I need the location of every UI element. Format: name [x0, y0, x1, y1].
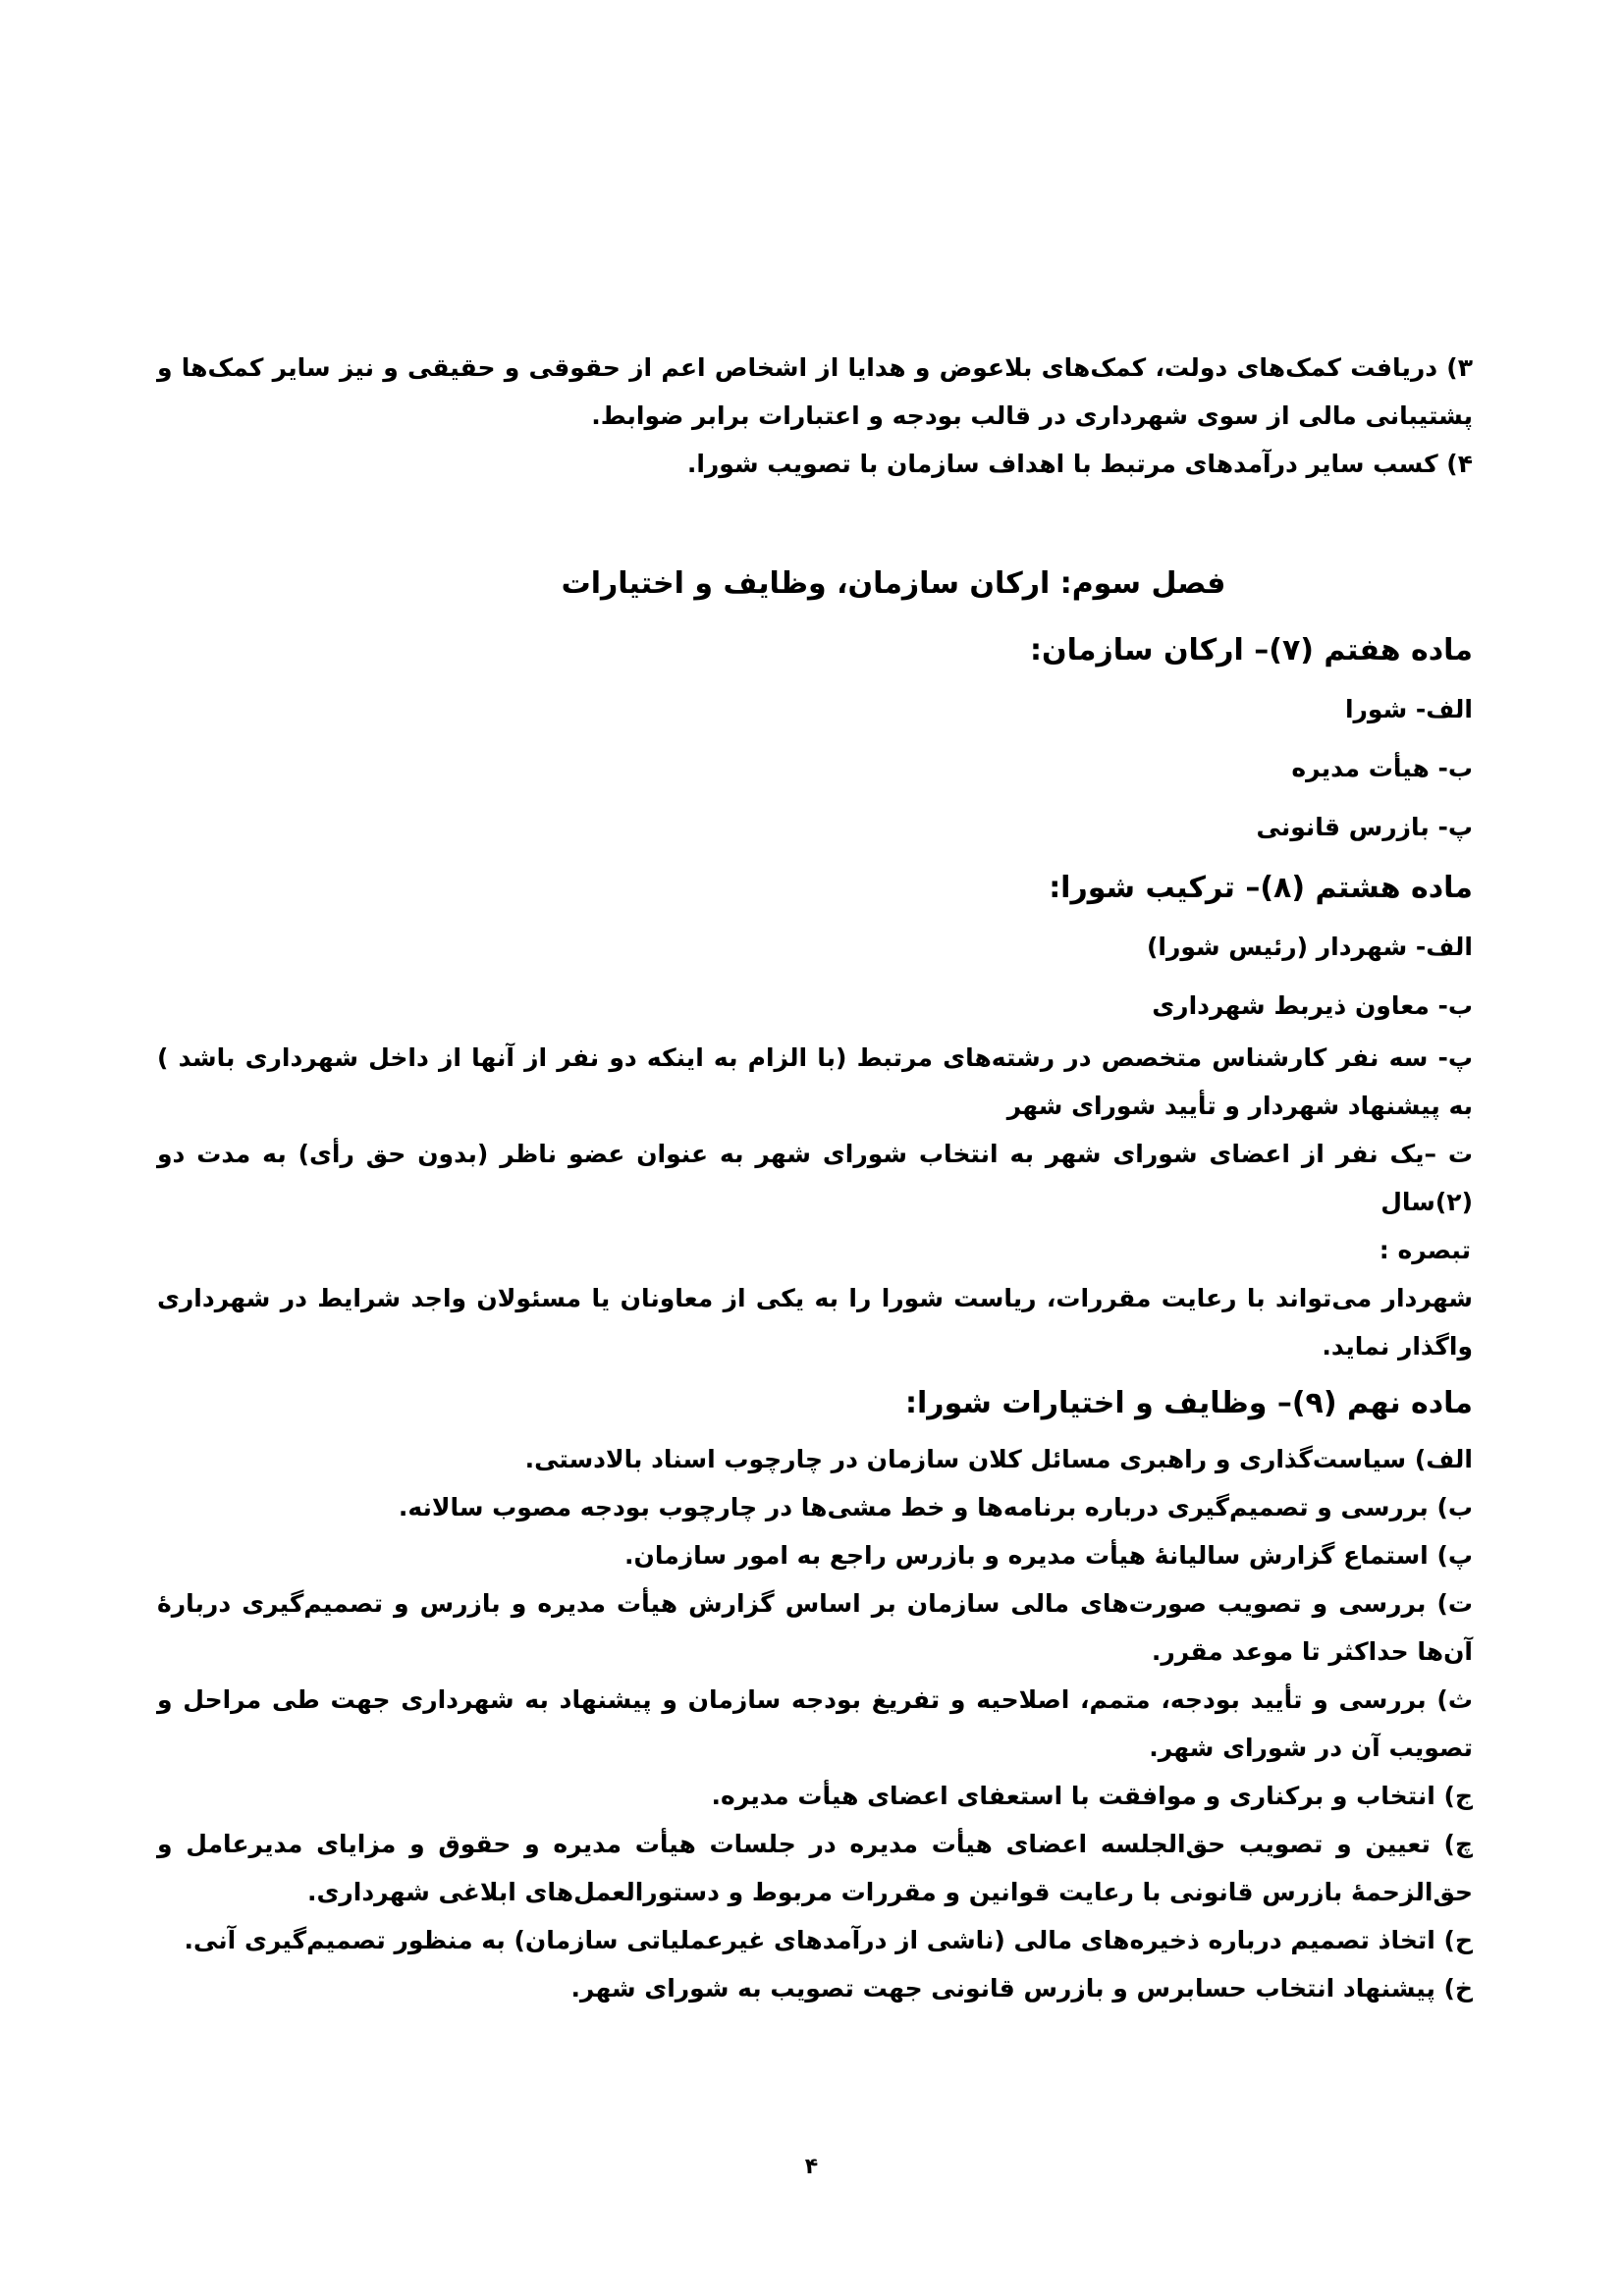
- article-9-item: الف) سیاست‌گذاری و راهبری مسائل کلان سازمان در چارچوب اسناد بالادستی.: [524, 1445, 1473, 1473]
- document-page: [157, 344, 1473, 2012]
- page-number: ۴: [804, 2155, 819, 2179]
- article-9-item: چ) تعیین و تصویب حق‌الجلسه اعضای هیأت مدیره در جلسات هیأت مدیره و حقوق و مزایای مدیرعامل و حق‌الزحمهٔ بازرس قانونی با رعایت قوانین و مقررات مربوط و دستورالعمل‌های ابلاغی شهرداری.: [157, 1830, 1473, 1906]
- article-7-heading: ماده هفتم (۷)– ارکان سازمان:: [1030, 633, 1473, 667]
- article-9-heading: ماده نهم (۹)– وظایف و اختیارات شورا:: [905, 1386, 1473, 1420]
- note-text: شهردار می‌تواند با رعایت مقررات، ریاست شورا را به یکی از معاونان یا مسئولان واجد شرایط در شهرداری واگذار نماید.: [157, 1284, 1473, 1361]
- article-7-item: پ- بازرس قانونی: [1256, 813, 1473, 841]
- article-9-item: ث) بررسی و تأیید بودجه، متمم، اصلاحیه و تفریغ بودجه سازمان و پیشنهاد به شهرداری جهت طی مراحل و تصویب آن در شورای شهر.: [157, 1685, 1473, 1762]
- article-9-item: ح) اتخاذ تصمیم درباره ذخیره‌های مالی (ناشی از درآمدهای غیرعملیاتی سازمان) به منظور تصمیم‌گیری آنی.: [184, 1926, 1473, 1954]
- article-8-item: ب- معاون ذیربط شهرداری: [1152, 991, 1473, 1020]
- article-8-item: ت –یک نفر از اعضای شورای شهر به انتخاب شورای شهر به عنوان عضو ناظر (بدون حق رأی) به مدت دو (۲)سال: [157, 1140, 1473, 1216]
- paragraph-item-3: ۳) دریافت کمک‌های دولت، کمک‌های بلاعوض و هدایا از اشخاص اعم از حقوقی و حقیقی و نیز سایر کمک‌ها و پشتیبانی مالی از سوی شهرداری در قالب بودجه و اعتبارات برابر ضوابط.: [157, 353, 1473, 430]
- note-label: تبصره :: [1379, 1236, 1471, 1264]
- article-7-item: ب- هیأت مدیره: [1291, 754, 1473, 782]
- article-9-item: پ) استماع گزارش سالیانهٔ هیأت مدیره و بازرس راجع به امور سازمان.: [624, 1541, 1473, 1570]
- article-7-item: الف- شورا: [1344, 695, 1473, 723]
- article-8-item: پ- سه نفر کارشناس متخصص در رشته‌های مرتبط (با الزام به اینکه دو نفر از آنها از داخل شهرداری باشد ) به پیشنهاد شهردار و تأیید شورای شهر: [157, 1043, 1473, 1120]
- paragraph-item-4: ۴) کسب سایر درآمدهای مرتبط با اهداف سازمان با تصویب شورا.: [686, 450, 1473, 478]
- article-8-item: الف- شهردار (رئیس شورا): [1146, 933, 1473, 961]
- article-9-item: ت) بررسی و تصویب صورت‌های مالی سازمان بر اساس گزارش هیأت مدیره و بازرس و تصمیم‌گیری دربارهٔ آن‌ها حداکثر تا موعد مقرر.: [157, 1589, 1473, 1666]
- chapter-title: فصل سوم: ارکان سازمان، وظایف و اختیارات: [561, 566, 1226, 601]
- article-8-heading: ماده هشتم (۸)– ترکیب شورا:: [1049, 871, 1473, 905]
- article-9-item: خ) پیشنهاد انتخاب حسابرس و بازرس قانونی جهت تصویب به شورای شهر.: [570, 1974, 1473, 2002]
- article-9-item: ب) بررسی و تصمیم‌گیری درباره برنامه‌ها و خط مشی‌ها در چارچوب بودجه مصوب سالانه.: [398, 1493, 1473, 1522]
- article-9-item: ج) انتخاب و برکناری و موافقت با استعفای اعضای هیأت مدیره.: [711, 1782, 1473, 1810]
